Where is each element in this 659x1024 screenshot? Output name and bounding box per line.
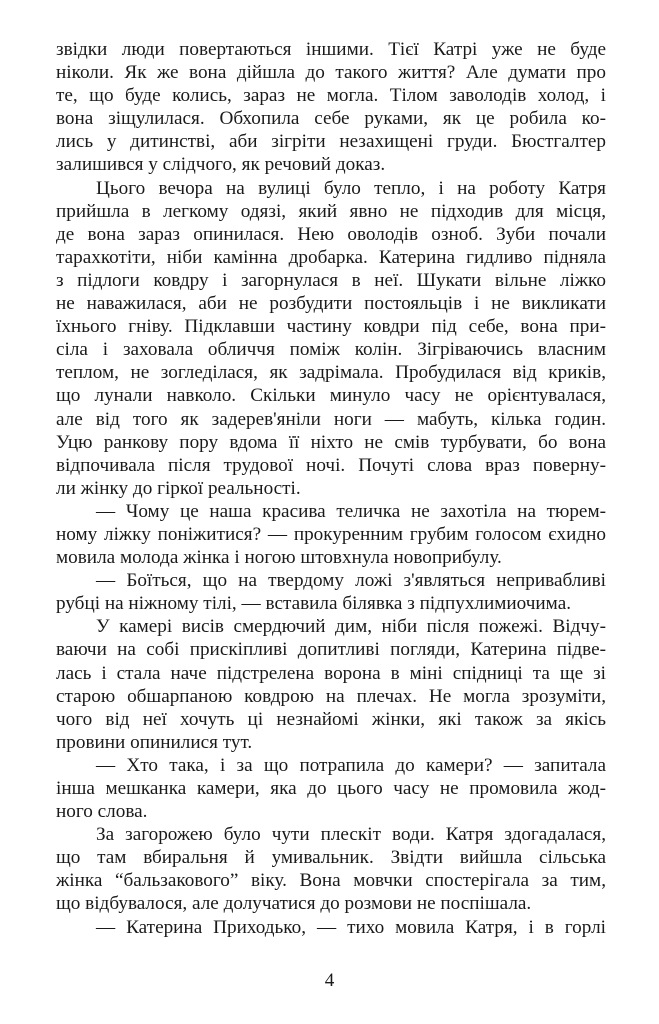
text-line: те, що буде колись, зараз не могла. Тілом заволодів холод, і — [56, 85, 606, 107]
text-line: лись у дитинстві, аби зігріти незахищені груди. Бюстгалтер — [56, 131, 606, 153]
text-line: ніколи. Як же вона дійшла до такого життя? Але думати про — [56, 62, 606, 84]
text-line: провини опинилися тут. — [56, 731, 253, 753]
body-text — [56, 38, 606, 939]
text-line: рубці на ніжному тілі, — вставила білявка з підпухлимиочима. — [56, 593, 572, 615]
page-number: 4 — [324, 970, 335, 991]
text-line: мовила молода жінка і ногою штовхнула новоприбулу. — [56, 547, 502, 569]
text-line: сіла і заховала обличчя поміж колін. Зігріваючись власним — [56, 339, 606, 361]
text-line: — Боїться, що на твердому ложі з'являться непривабливі — [96, 570, 606, 592]
text-line: звідки люди повертаються іншими. Тієї Катрі уже не буде — [56, 39, 606, 60]
text-line: чого від неї хочуть ці незнайомі жінки, які також за якісь — [56, 708, 606, 730]
text-line: інша мешканка камери, яка до цього часу не промовила жод- — [56, 778, 606, 799]
text-line: — Чому це наша красива теличка не захотіла на тюрем- — [96, 500, 606, 522]
text-line: ли жінку до гіркої реальності. — [56, 477, 301, 499]
text-line: За загорожею було чути плескіт води. Катря здогадалася, — [96, 824, 606, 846]
text-line: ному ліжку поніжитися? — прокуренним грубим голосом єхидно — [56, 523, 606, 545]
text-line: з підлоги ковдру і загорнулася в неї. Шукати вільне ліжко — [56, 269, 606, 291]
text-line: старою обшарпаною ковдрою на плечах. Не могла зрозуміти, — [56, 685, 606, 707]
text-line: — Катерина Приходько, — тихо мовила Катря, і в горлі — [96, 916, 606, 938]
text-line: вона зіщулилася. Обхопила себе руками, як це робила ко- — [56, 108, 606, 130]
text-line: У камері висів смердючий дим, ніби після пожежі. Відчу- — [96, 616, 606, 638]
text-line: що лунали навколо. Скільки минуло часу не орієнтувалася, — [56, 385, 606, 407]
text-line: — Хто така, і за що потрапила до камери? — запитала — [96, 754, 606, 776]
text-line: але від того як задерев'яніли ноги — мабуть, кілька годин. — [56, 408, 606, 430]
text-line: відпочивала після трудової ночі. Почуті слова враз поверну- — [56, 454, 606, 476]
text-line: що там вбиральня й умивальник. Звідти вийшла сільська — [56, 847, 606, 869]
text-line: ного слова. — [56, 801, 148, 823]
text-line: не наважилася, аби не розбудити постояльців і не викликати — [56, 293, 606, 315]
text-line: прийшла в легкому одязі, який явно не підходив для місця, — [56, 200, 606, 222]
text-line: що відбувалося, але долучатися до розмови не поспішала. — [56, 893, 532, 915]
text-line: лась і стала наче підстрелена ворона в міні спідниці та ще зі — [56, 662, 606, 684]
text-line: де вона зараз опинилася. Нею оволодів озноб. Зуби почали — [56, 223, 606, 245]
text-line: жінка “бальзакового” віку. Вона мовчки спостерігала за тим, — [56, 870, 606, 892]
text-line: ваючи на собі прискіпливі допитливі погляди, Катерина підве- — [56, 639, 606, 661]
text-line: теплом, не зогледілася, як задрімала. Пробудилася від криків, — [56, 362, 606, 384]
text-line: їхнього гніву. Підклавши частину ковдри під себе, вона при- — [56, 316, 606, 338]
text-line: Цього вечора на вулиці було тепло, і на роботу Катря — [96, 177, 606, 199]
text-line: Уцю ранкову пору вдома її ніхто не смів турбувати, бо вона — [56, 431, 606, 453]
text-line: залишився у слідчого, як речовий доказ. — [56, 154, 386, 176]
text-line: тарахкотіти, ніби камінна дробарка. Катерина гидливо підняла — [56, 246, 606, 268]
